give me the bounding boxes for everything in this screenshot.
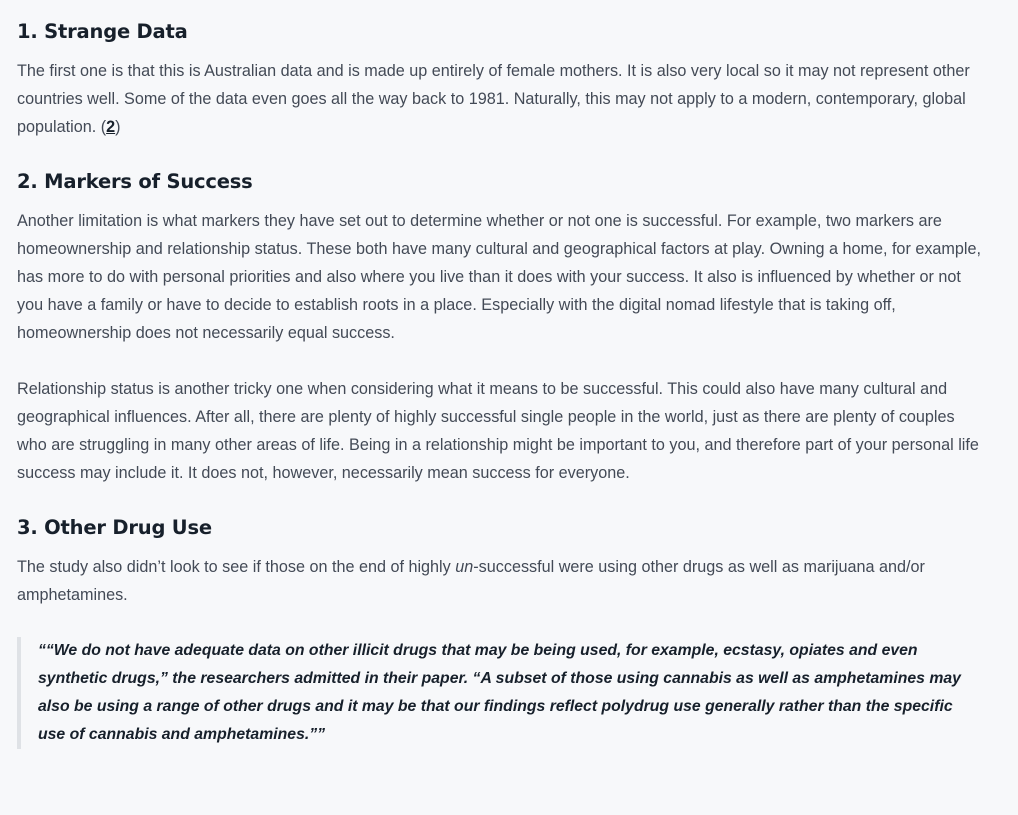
section-heading-markers-of-success: 2. Markers of Success — [17, 170, 253, 193]
other-drug-use-text-before: The study also didn’t look to see if those on the end of highly — [17, 558, 456, 576]
markers-paragraph-2: Relationship status is another tricky one when considering what it means to be successful. This could also have many cultural and geographical influences. After all, there are plenty of highly successful single people in the world, just as there are plenty of couples who are struggling in many other areas of life. Being in a relationship might be important to you, and therefore part of your personal life success may include it. It does not, however, necessarily mean success for everyone. — [17, 380, 979, 482]
markers-paragraph-1: Another limitation is what markers they have set out to determine whether or not one is successful. For example, two markers are homeownership and relationship status. These both have many cultural and geographical factors at play. Owning a home, for example, has more to do with personal priorities and also where you live than it does with your success. It also is influenced by whether or not you have a family or have to decide to establish roots in a place. Especially with the digital nomad lifestyle that is taking off, homeownership does not necessarily equal success. — [17, 212, 982, 342]
other-drug-use-emphasis: un — [455, 558, 474, 576]
researchers-quote — [17, 637, 968, 749]
strange-data-paragraph — [17, 57, 987, 141]
strange-data-text: The first one is that this is Australian data and is made up entirely of female mothers. It is also very local so it may not represent other countries well. Some of the data even goes all the way back to 1981. Naturally, this may not apply to a modern, contemporary, global population. ( — [17, 62, 970, 136]
section-heading-strange-data: 1. Strange Data — [17, 20, 188, 43]
section-heading-other-drug-use: 3. Other Drug Use — [17, 516, 212, 539]
quote-text: ““We do not have adequate data on other illicit drugs that may be being used, for example, ecstasy, opiates and even synthetic drugs,” the researchers admitted in their paper. “A subset of those using cannabis as well as amphetamines may also be using a range of other drugs and it may be that our findings reflect polydrug use generally rather than the specific use of cannabis and amphetamines.”” — [38, 642, 961, 743]
other-drug-use-paragraph — [17, 553, 987, 609]
reference-close: ) — [115, 118, 121, 136]
other-drug-use-text-after: -successful were using other drugs as well as marijuana and/or amphetamines. — [17, 558, 925, 604]
reference-link[interactable]: 2 — [106, 118, 116, 136]
